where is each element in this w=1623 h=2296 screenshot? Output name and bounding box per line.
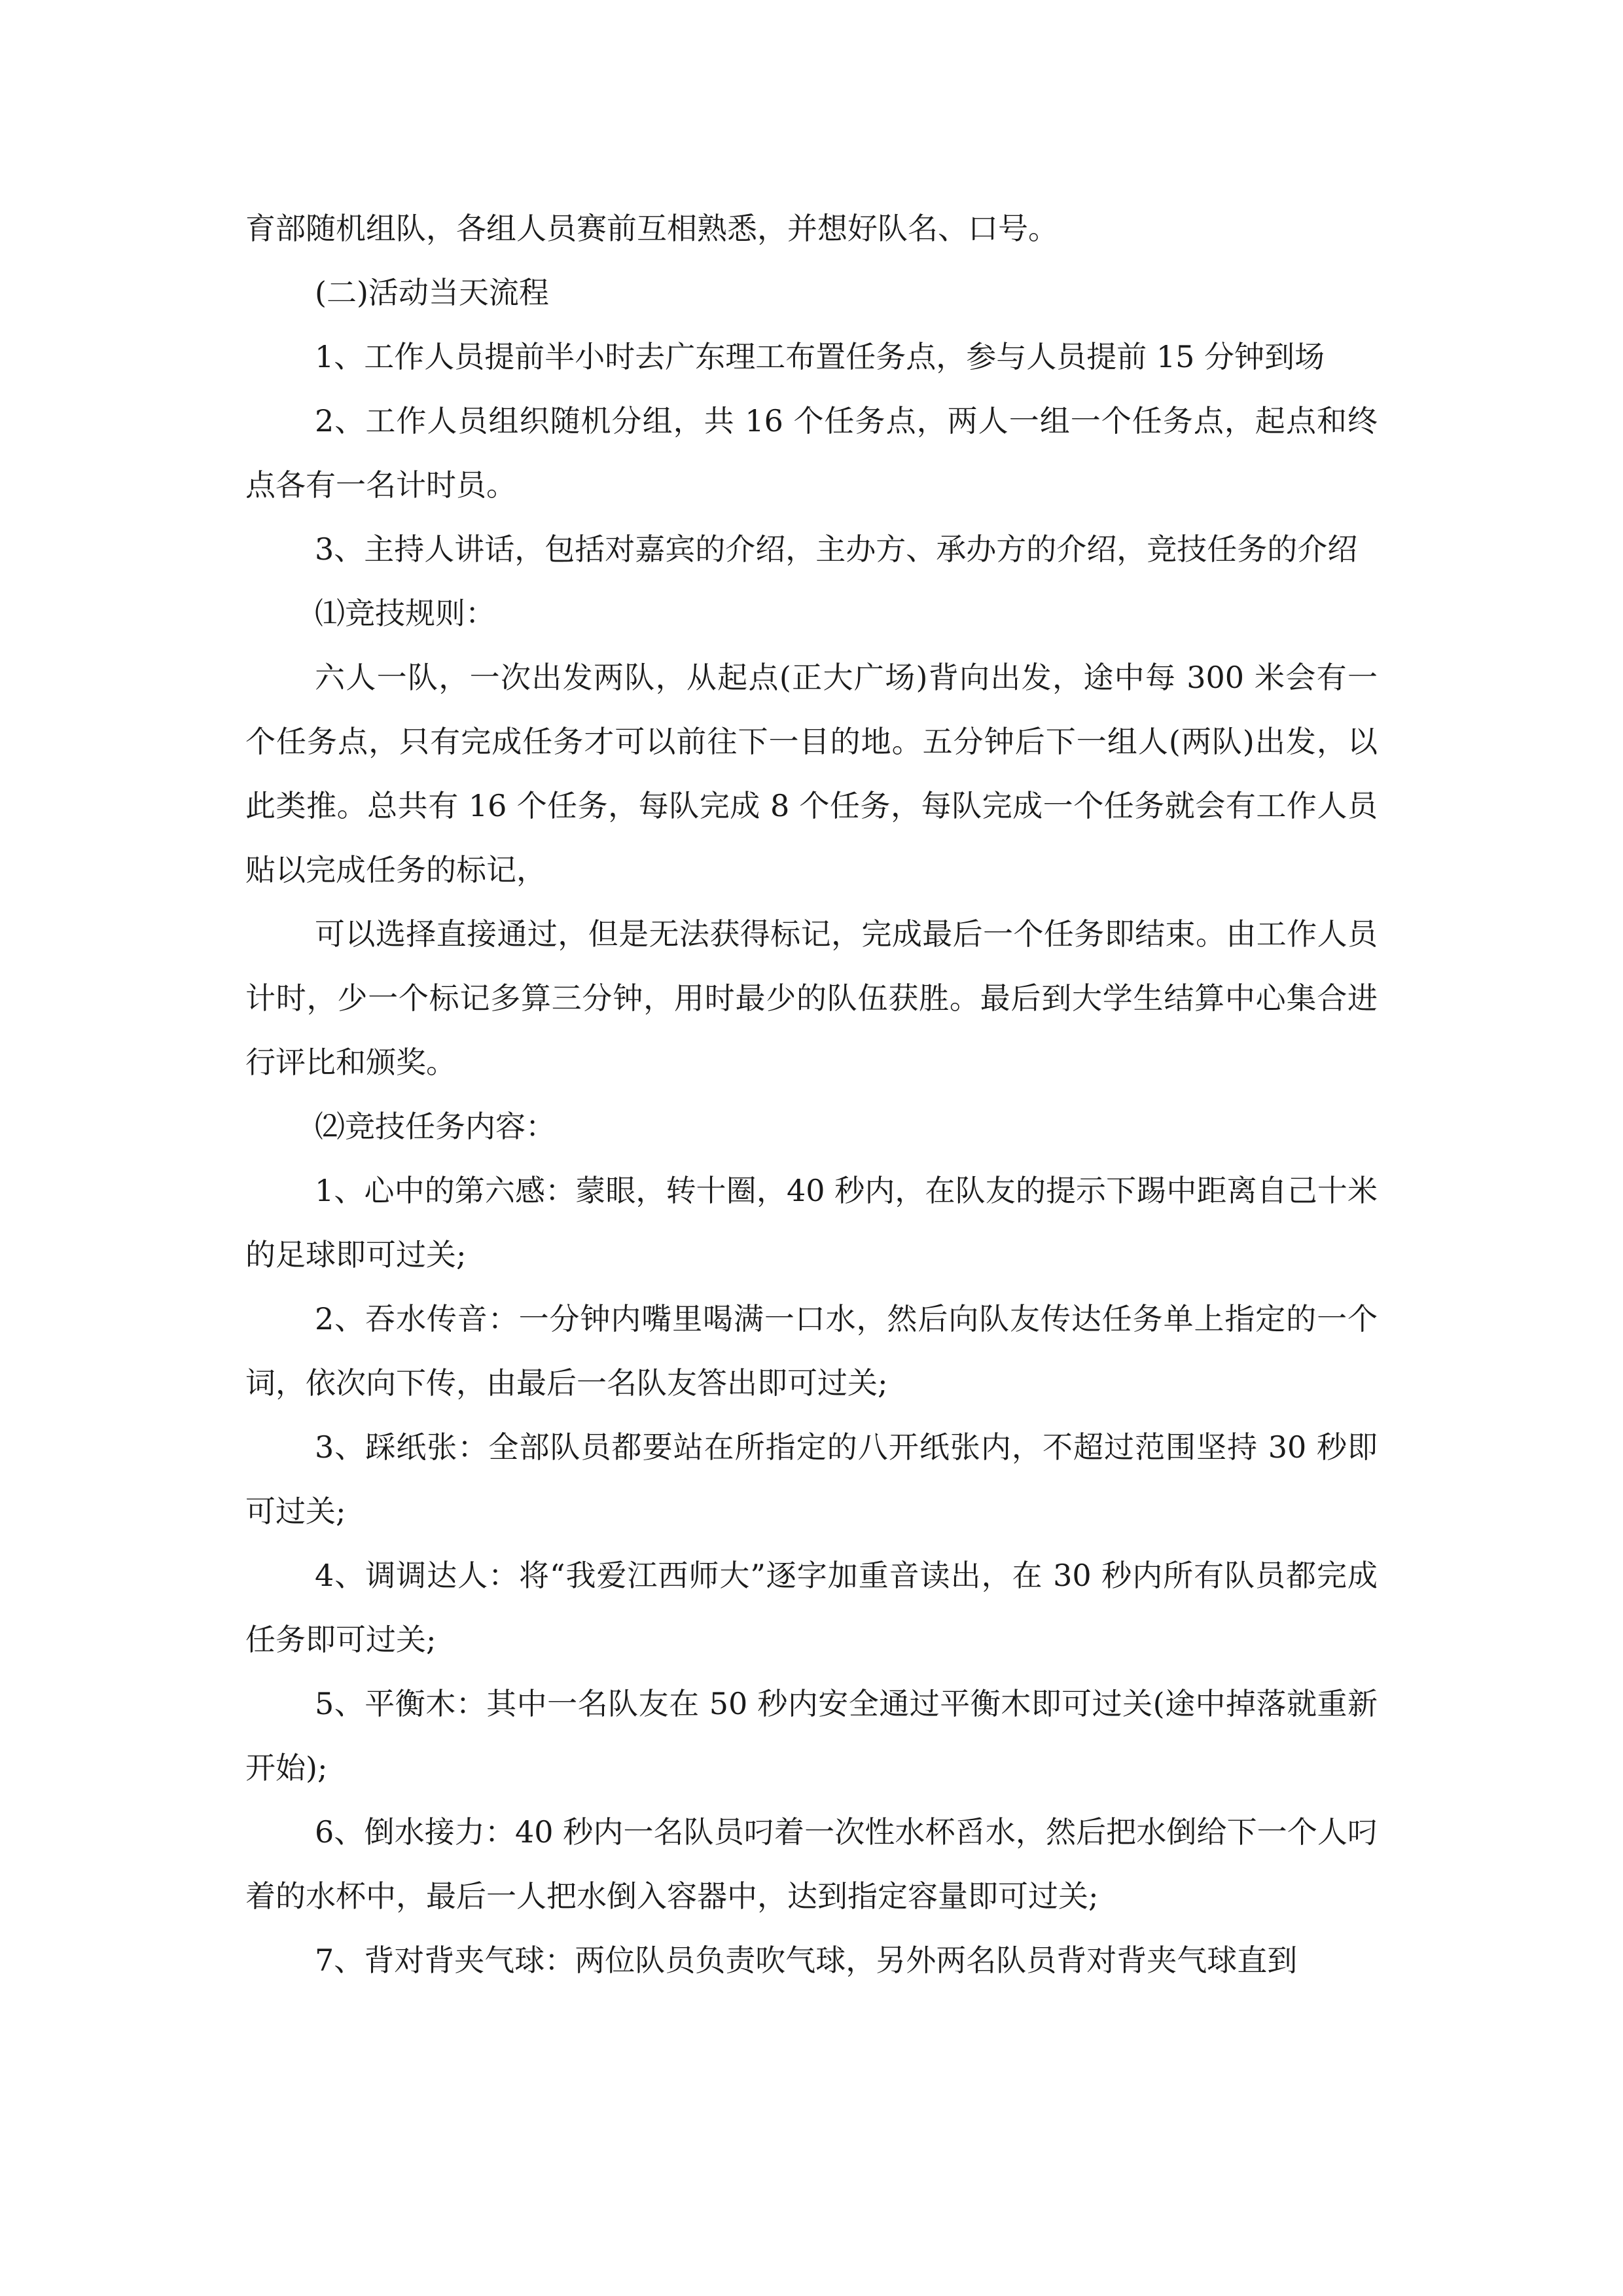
paragraph-task-3: 3、踩纸张：全部队员都要站在所指定的八开纸张内，不超过范围坚持 30 秒即可过关; <box>245 1429 1378 1529</box>
paragraph-step-3: 3、主持人讲话，包括对嘉宾的介绍，主办方、承办方的介绍，竞技任务的介绍 <box>315 531 1358 567</box>
paragraph-rules-1: 六人一队，一次出发两队，从起点(正大广场)背向出发，途中每 300 米会有一个任务点，只有完成任务才可以前往下一目的地。五分钟后下一组人(两队)出发，以此类推。总共有 16 个任务，每队完成 8 个任务，每队完成一个任务就会有工作人员贴以完成任务的标记， <box>245 660 1378 888</box>
paragraph-continuation: 育部随机组队，各组人员赛前互相熟悉，并想好队名、口号。 <box>245 211 1058 246</box>
subheading-task-content: ⑵竞技任务内容： <box>315 1109 556 1144</box>
subheading-rules: ⑴竞技规则： <box>315 596 495 631</box>
paragraph-task-6: 6、倒水接力：40 秒内一名队员叼着一次性水杯舀水，然后把水倒给下一个人叼着的水杯中，最后一人把水倒入容器中，达到指定容量即可过关; <box>245 1814 1378 1914</box>
document-body <box>245 196 1378 1992</box>
paragraph-step-1: 1、工作人员提前半小时去广东理工布置任务点，参与人员提前 15 分钟到场 <box>315 339 1325 374</box>
paragraph-step-2: 2、工作人员组织随机分组，共 16 个任务点，两人一组一个任务点，起点和终点各有一名计时员。 <box>245 403 1378 503</box>
paragraph-rules-2: 可以选择直接通过，但是无法获得标记，完成最后一个任务即结束。由工作人员计时，少一个标记多算三分钟，用时最少的队伍获胜。最后到大学生结算中心集合进行评比和颁奖。 <box>245 916 1378 1080</box>
paragraph-task-2: 2、吞水传音：一分钟内嘴里喝满一口水，然后向队友传达任务单上指定的一个词，依次向下传，由最后一名队友答出即可过关; <box>245 1301 1378 1401</box>
paragraph-task-5: 5、平衡木：其中一名队友在 50 秒内安全通过平衡木即可过关(途中掉落就重新开始); <box>245 1686 1378 1785</box>
paragraph-task-7: 7、背对背夹气球：两位队员负责吹气球，另外两名队员背对背夹气球直到 <box>315 1943 1298 1978</box>
paragraph-task-4: 4、调调达人：将“我爱江西师大”逐字加重音读出，在 30 秒内所有队员都完成任务即可过关; <box>245 1558 1378 1657</box>
paragraph-task-1: 1、心中的第六感：蒙眼，转十圈，40 秒内，在队友的提示下踢中距离自己十米的足球即可过关; <box>245 1173 1378 1272</box>
section-heading-day-flow: (二)活动当天流程 <box>315 275 549 310</box>
